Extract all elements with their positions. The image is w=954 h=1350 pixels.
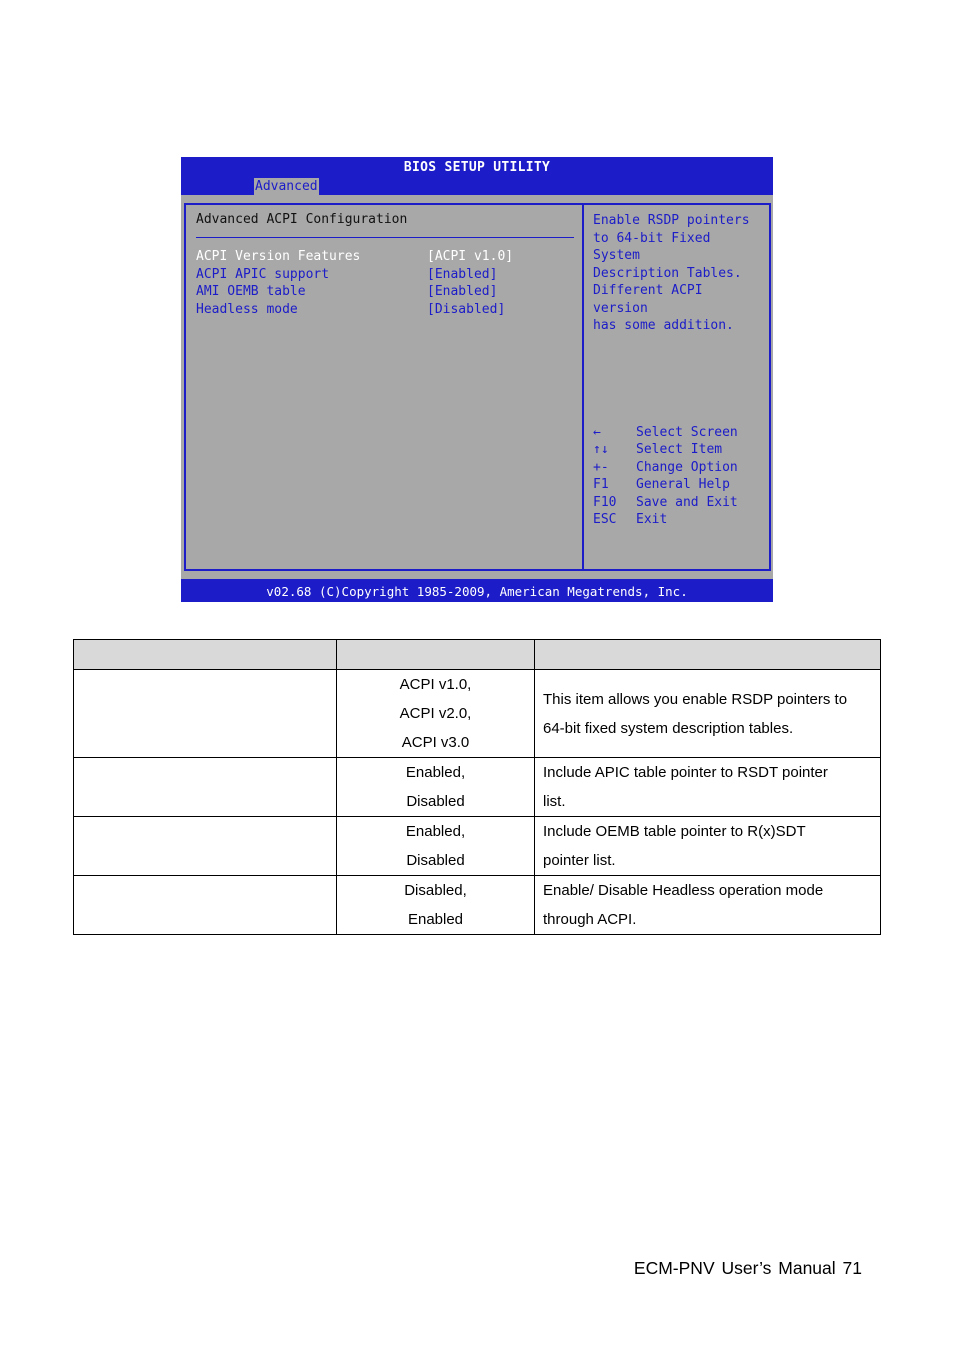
table-row: [74, 758, 881, 817]
option-value: ACPI v3.0: [401, 734, 470, 751]
bios-title: BIOS SETUP UTILITY: [403, 160, 551, 175]
option-value: Disabled: [406, 793, 465, 810]
key-description: Exit: [636, 512, 668, 527]
option-acpi-apic[interactable]: [196, 266, 576, 283]
arrow-left-icon: ←: [593, 425, 601, 440]
description-line: Include APIC table pointer to RSDT pointer: [543, 764, 828, 781]
option-ami-oemb[interactable]: [196, 283, 576, 300]
table-cell-description: [535, 817, 881, 876]
bios-body: [181, 195, 773, 579]
option-label: Headless mode: [196, 302, 298, 317]
description-line: through ACPI.: [543, 911, 637, 928]
option-value[interactable]: [Disabled]: [427, 302, 506, 317]
key-label: +-: [593, 460, 609, 475]
table-cell-options: [337, 876, 535, 935]
option-label: AMI OEMB table: [196, 284, 306, 299]
table-cell-name: [74, 758, 337, 817]
table-row: [74, 817, 881, 876]
help-text: Enable RSDP pointers to 64-bit Fixed System Description Tables. Different ACPI version has some addition.: [593, 213, 750, 333]
description-line: 64-bit fixed system description tables.: [543, 719, 794, 737]
table-header-row: [74, 640, 881, 670]
options-table: [73, 639, 881, 935]
table-row: [74, 670, 881, 758]
key-description: Select Item: [636, 442, 723, 457]
table-header-cell: [535, 640, 881, 670]
table-cell-options: [337, 670, 535, 758]
page-footer: ECM-PNV User’s Manual 71: [633, 1258, 862, 1278]
bios-copyright: v02.68 (C)Copyright 1985-2009, American Megatrends, Inc.: [266, 584, 688, 599]
option-headless-mode[interactable]: [196, 301, 576, 318]
key-hint-select-item: [593, 441, 763, 458]
key-hint-save-exit: [593, 494, 763, 511]
arrow-up-down-icon: ↑↓: [593, 442, 609, 457]
table-header-cell: [337, 640, 535, 670]
key-hint-general-help: [593, 476, 763, 493]
description-line: This item allows you enable RSDP pointers to: [543, 690, 848, 708]
key-description: Change Option: [636, 460, 738, 475]
option-value: Enabled,: [405, 823, 466, 840]
key-label: F10: [593, 495, 617, 510]
bios-tab-bar: [181, 178, 773, 195]
table-cell-description: [535, 876, 881, 935]
key-label: ESC: [593, 512, 617, 527]
help-panel: [584, 203, 771, 571]
key-hint-select-screen: [593, 424, 763, 441]
key-label: F1: [593, 477, 609, 492]
key-description: General Help: [636, 477, 730, 492]
option-value: ACPI v1.0,: [399, 676, 472, 693]
option-value[interactable]: [ACPI v1.0]: [427, 249, 514, 264]
option-label: ACPI Version Features: [196, 249, 361, 264]
options-panel: [184, 203, 584, 571]
table-row: [74, 876, 881, 935]
key-hint-change-option: [593, 459, 763, 476]
tab-advanced[interactable]: Advanced: [255, 179, 318, 194]
key-description: Select Screen: [636, 425, 738, 440]
table-cell-description: [535, 670, 881, 758]
description-line: pointer list.: [543, 852, 616, 869]
key-description: Save and Exit: [636, 495, 738, 510]
table-cell-name: [74, 670, 337, 758]
table-cell-name: [74, 876, 337, 935]
table-cell-description: [535, 758, 881, 817]
table-cell-options: [337, 817, 535, 876]
option-value: Enabled,: [405, 764, 466, 781]
description-line: Enable/ Disable Headless operation mode: [543, 882, 824, 899]
table-cell-options: [337, 758, 535, 817]
section-divider: [196, 237, 574, 238]
option-value[interactable]: [Enabled]: [427, 284, 498, 299]
bios-screenshot: [181, 157, 773, 602]
option-value: Disabled,: [404, 882, 467, 899]
option-value: Disabled: [406, 852, 465, 869]
option-acpi-version[interactable]: [196, 248, 576, 265]
key-hint-exit: [593, 511, 763, 528]
table-header-cell: [74, 640, 337, 670]
section-title: Advanced ACPI Configuration: [196, 212, 408, 227]
description-line: Include OEMB table pointer to R(x)SDT: [543, 823, 806, 840]
option-value: ACPI v2.0,: [399, 705, 472, 722]
table-cell-name: [74, 817, 337, 876]
option-value[interactable]: [Enabled]: [427, 267, 498, 282]
option-value: Enabled: [407, 911, 464, 928]
description-line: list.: [543, 793, 566, 810]
option-label: ACPI APIC support: [196, 267, 330, 282]
